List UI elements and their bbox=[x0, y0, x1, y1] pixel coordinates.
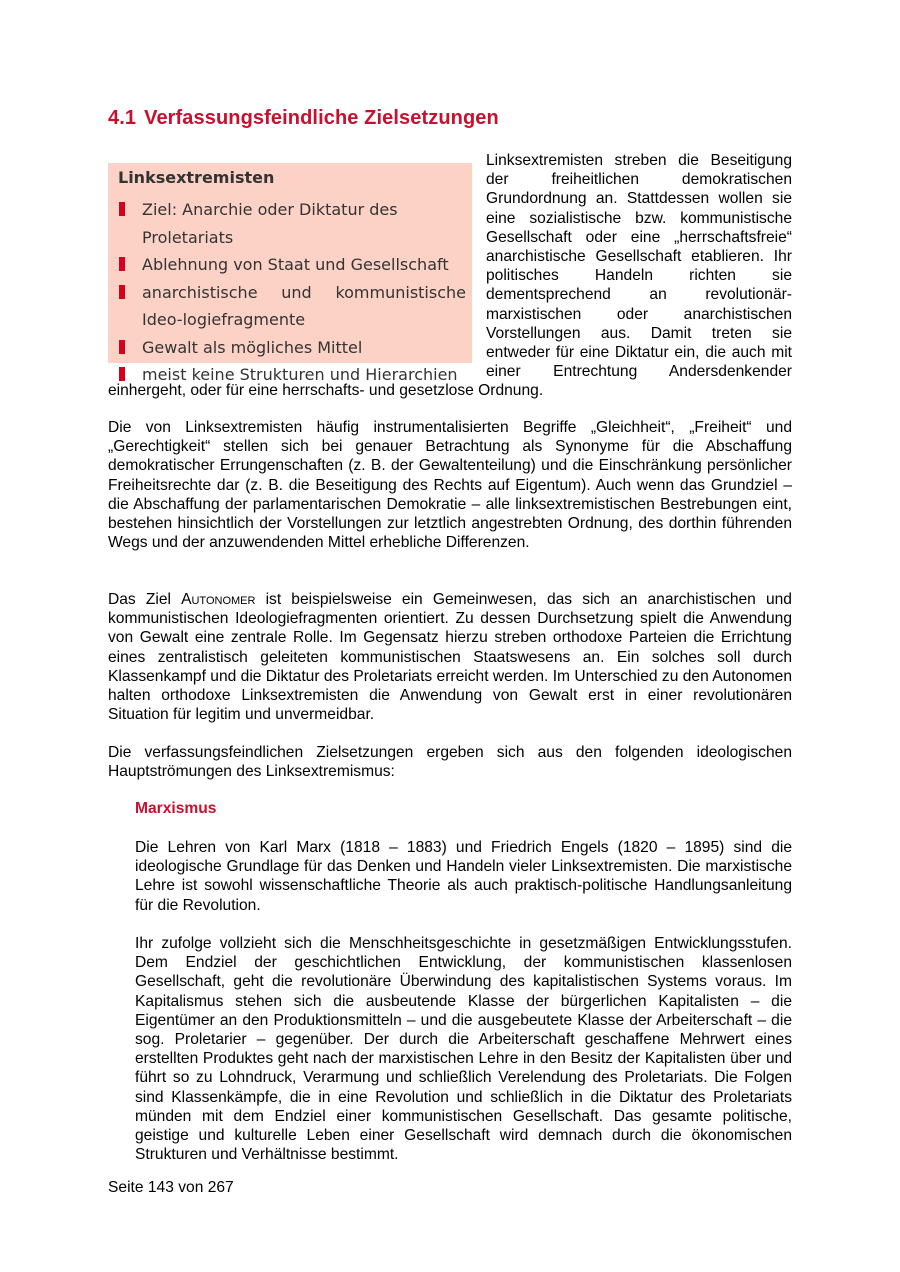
box-float-spacer bbox=[108, 151, 486, 379]
paragraph-terms: Die von Linksextremisten häufig instrumentalisierten Begriffe „Gleichheit“, „Freiheit“ und „Gerechtigkeit“ stellen sich bei genauer Betrachtung als Synonyme für die Abschaffung demokratischer Errungenschaften (z. B. der Gewaltenteilung) und die Einschränkung persönlicher Freiheitsrechte dar (z. B. die Beseitigung des Rechts auf Eigentum). Auch wenn das Grundziel – die Abschaffung der parlamentarischen Demokratie – alle linksextremistischen Bestrebungen eint, bestehen hinsichtlich der Vorstellungen zur letztlich angestrebten Ordnung, des dorthin führenden Wegs und der anzuwendenden Mittel erhebliche Differenzen. bbox=[108, 419, 792, 552]
list-item: Gewalt als mögliches Mittel bbox=[118, 334, 466, 362]
section-title bbox=[108, 107, 499, 130]
paragraph-hauptstroemungen: Die verfassungsfeindlichen Zielsetzungen ergeben sich aus den folgenden ideologischen Hauptströmungen des Linksextremismus: bbox=[108, 744, 792, 781]
paragraph-intro: Linksextremisten streben die Beseitigung der freiheitlichen demokratischen Grundordnung an. Stattdessen wollen sie eine sozialistische bzw. kommunistische Gesellschaft oder eine „herrschaftsfreie“ anarchistische Gesellschaft etablieren. Ihr politisches Handeln richten sie dementsprechend an revolutionär-marxistischen oder anarchistischen Vorstellungen aus. Damit treten sie entweder für eine Diktatur ein, die auch mit einer Entrechtung Andersdenkender einhergeht, oder für eine herrschafts- und gesetzlose Ordnung. bbox=[108, 152, 792, 400]
paragraph-marx-lehren: Die Lehren von Karl Marx (1818 – 1883) und Friedrich Engels (1820 – 1895) sind die ideologische Grundlage für das Denken und Handeln vieler Linksextremisten. Die marxistische Lehre ist sowohl wissenschaftliche Theorie als auch praktisch-politische Handlungsanleitung für die Revolution. bbox=[135, 839, 792, 914]
term-autonomer: Autonomer bbox=[181, 591, 256, 608]
list-item: meist keine Strukturen und Hierarchien bbox=[118, 361, 466, 389]
section-number: 4.1 bbox=[108, 107, 137, 129]
section-title-text: Verfassungsfeindliche Zielsetzungen bbox=[144, 107, 499, 129]
list-item: Ziel: Anarchie oder Diktatur des Proletariats bbox=[118, 196, 466, 251]
info-box-title: Linksextremisten bbox=[118, 168, 275, 187]
paragraph-autonome: Das Ziel Autonomer ist beispielsweise ein Gemeinwesen, das sich an anarchistischen und kommunistischen Ideologiefragmenten orientiert. Zu dessen Durchsetzung spielt die Anwendung von Gewalt eine zentrale Rolle. Im Gegensatz hierzu streben orthodoxe Parteien die Errichtung eines zentralistisch geleiteten kommunistischen Staatswesens an. Ein solches soll durch Klassenkampf und die Diktatur des Proletariats erreicht werden. Im Unterschied zu den Autonomen halten orthodoxe Linksextremisten die Anwendung von Gewalt erst in einer revolutionären Situation für legitim und unvermeidbar. bbox=[108, 591, 792, 724]
list-item: Ablehnung von Staat und Gesellschaft bbox=[118, 251, 466, 279]
intro-paragraph-wrapper bbox=[108, 151, 792, 401]
paragraph-marx-geschichte: Ihr zufolge vollzieht sich die Menschheitsgeschichte in gesetzmäßigen Entwicklungsstufen. Dem Endziel der geschichtlichen Entwicklung, der kommunistischen klassenlosen Gesellschaft, geht die revolutionäre Überwindung des kapitalistischen Systems voraus. Im Kapitalismus stehen sich die ausbeutende Klasse der bürgerlichen Kapitalisten – die Eigentümer an den Produktionsmitteln – und die ausgebeutete Klasse der Arbeiterschaft – die sog. Proletarier – gegenüber. Der durch die Arbeiterschaft geschaffene Mehrwert eines erstellten Produktes geht nach der marxistischen Lehre in den Besitz der Kapitalisten über und führt so zu Lohndruck, Verarmung und schließlich Verelendung des Proletariats. Die Folgen sind Klassenkämpfe, die in eine Revolution und schließlich in die Diktatur des Proletariats münden mit dem Endziel einer kommunistischen Gesellschaft. Das gesamte politische, geistige und kulturelle Leben einer Gesellschaft wird demnach durch die ökonomischen Strukturen und Verhältnisse bestimmt. bbox=[135, 935, 792, 1164]
page-number: Seite 143 von 267 bbox=[108, 1179, 234, 1196]
list-item: anarchistische und kommunistische Ideo-logiefragmente bbox=[118, 279, 466, 334]
subheading-marxismus: Marxismus bbox=[135, 800, 217, 817]
